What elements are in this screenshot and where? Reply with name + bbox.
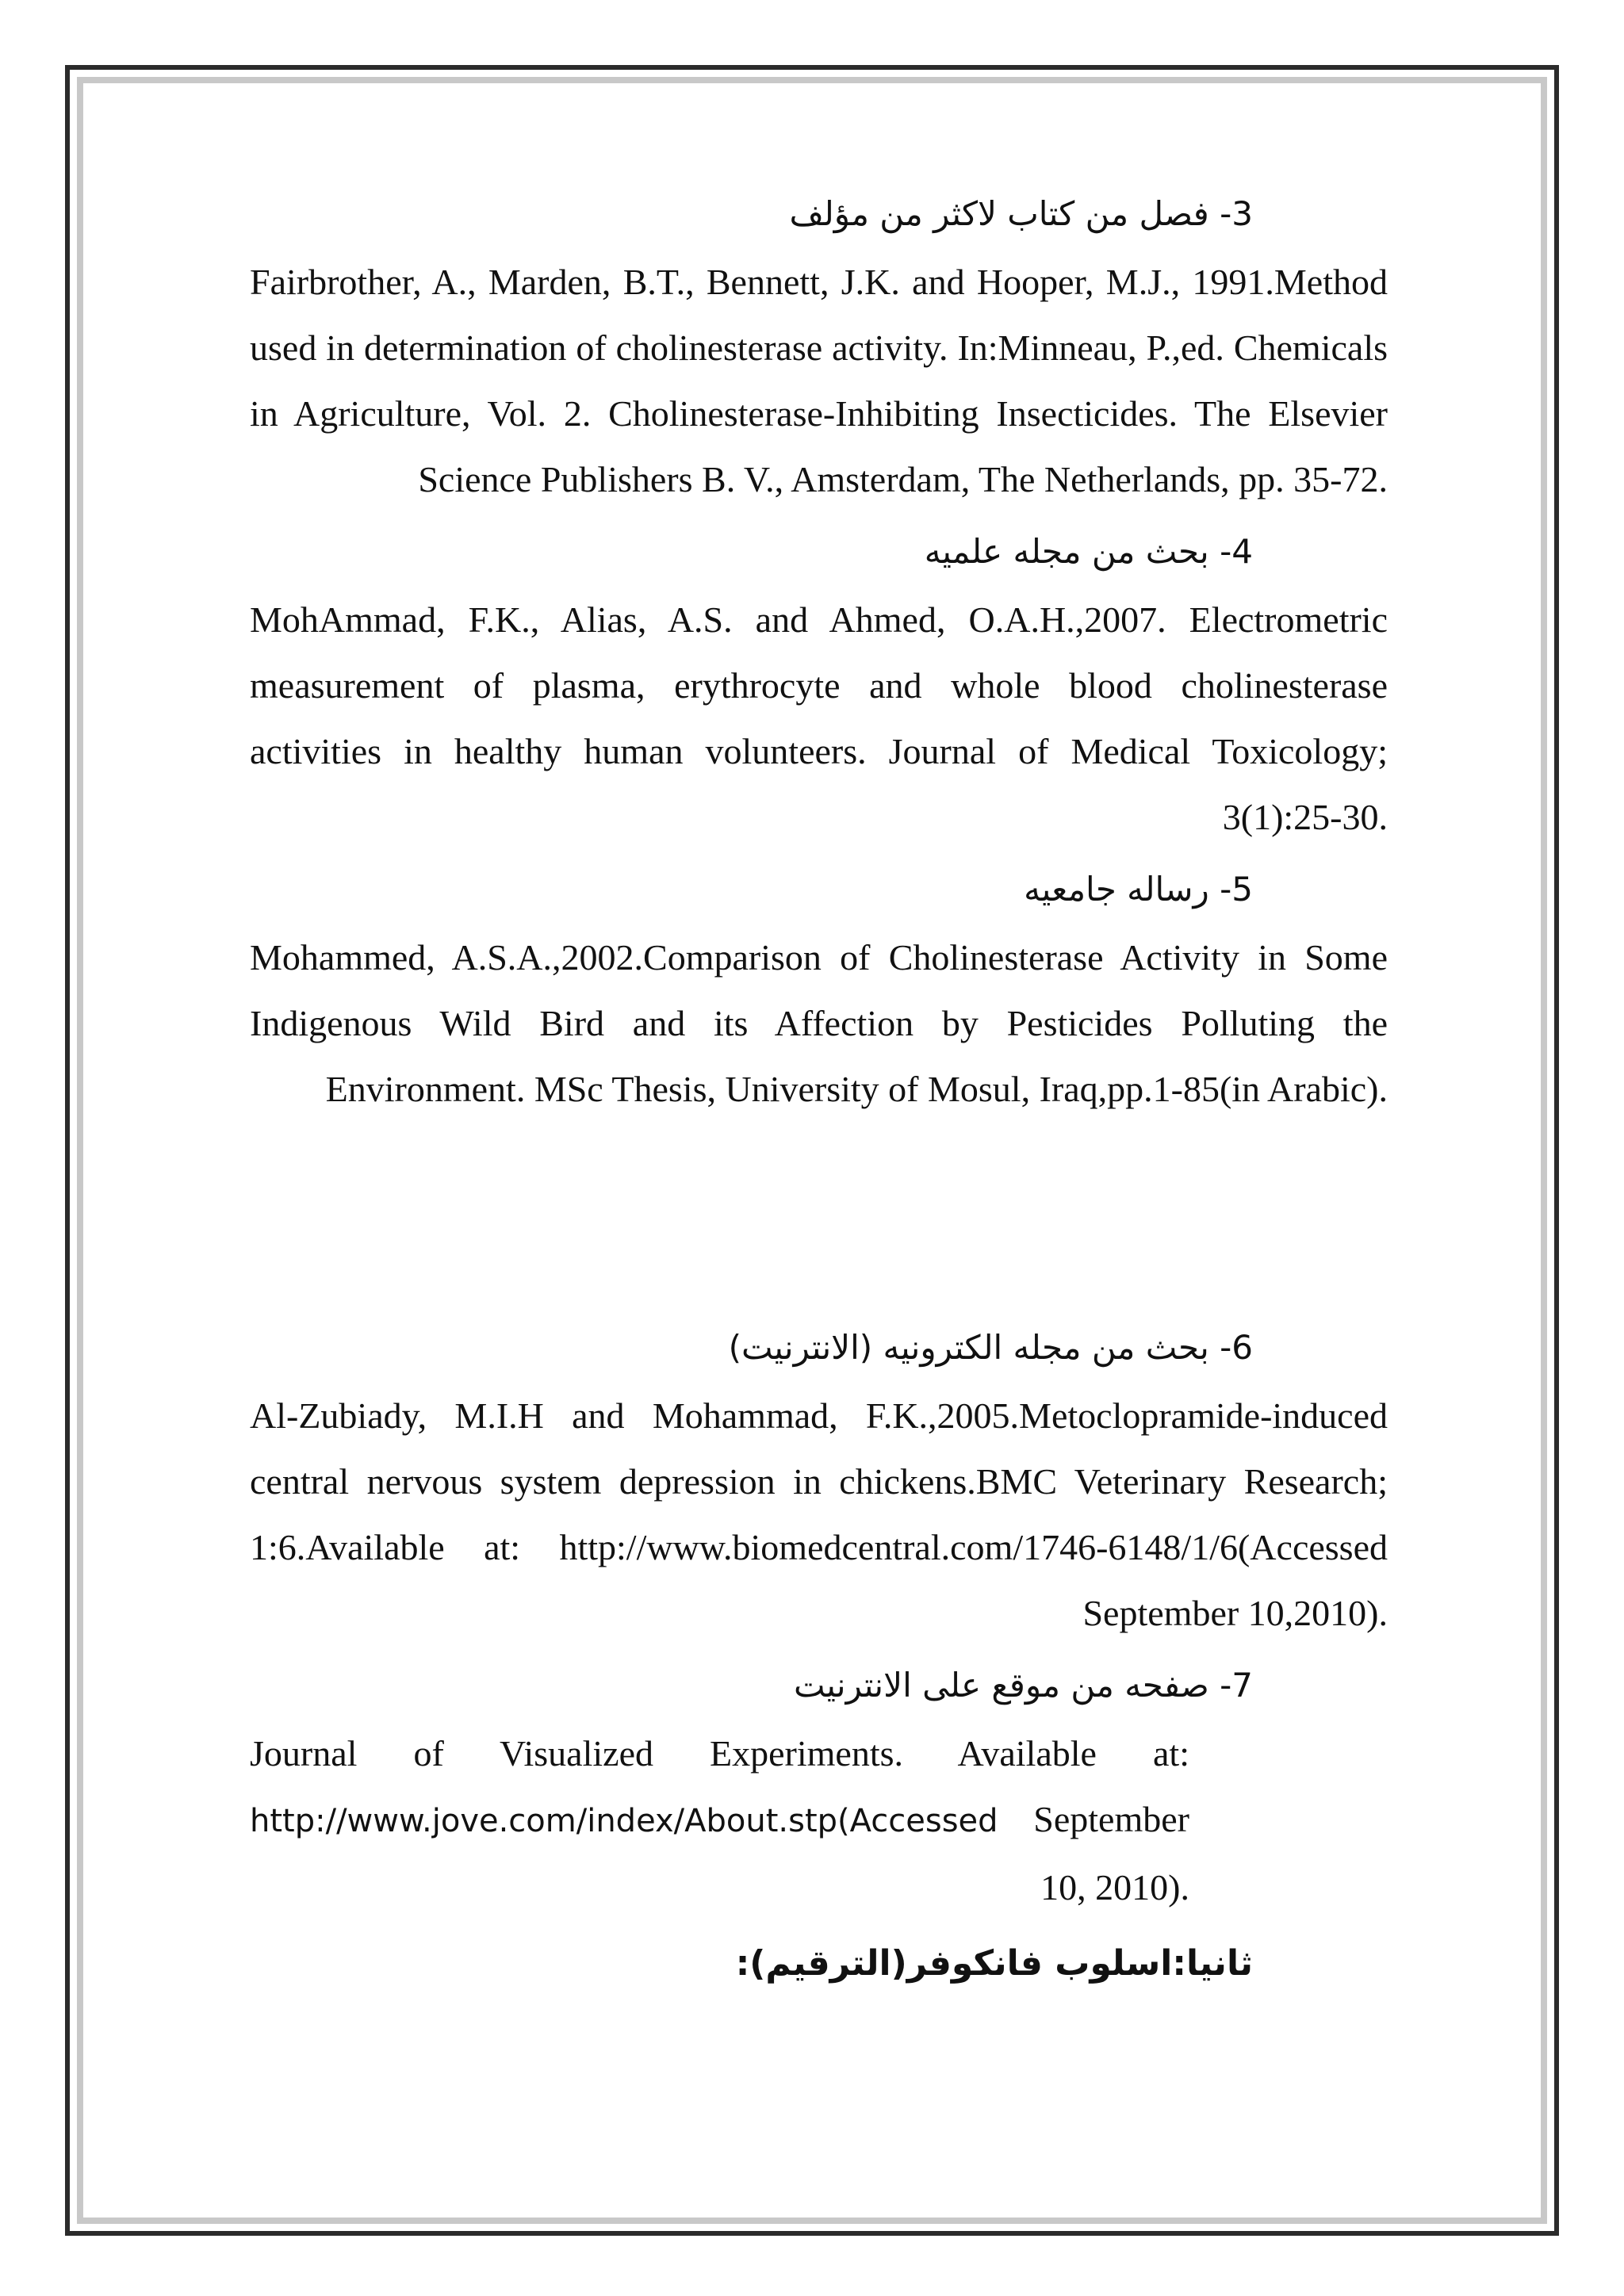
reference-thesis: Mohammed, A.S.A.,2002.Comparison of Cholinesterase Activity in Some Indigenous Wild Bird and its Affection by Pesticides Polluting the Environment. MSc Thesis, University of Mosul, Iraq,pp.1-85(in Arabic). [250,937,1388,1109]
reference-book-chapter: Fairbrother, A., Marden, B.T., Bennett, J.K. and Hooper, M.J., 1991.Method used in determination of cholinesterase activity. In:Minneau, P.,ed. Chemicals in Agriculture, Vol. 2. Cholinesterase-Inhibiting Insecticides. The Elsevier Science Publishers B. V., Amsterdam, The Netherlands, pp. 35-72. [250,262,1388,499]
reference-electronic-journal: Al-Zubiady, M.I.H and Mohammad, F.K.,2005.Metoclopramide-induced central nervous system depression in chickens.BMC Veterinary Research; 1:6.Available at: http://www.biomedcentral.com/1746-6148/1/6(Accessed September 10,2010). [250,1395,1388,1633]
reference-website-url: http://www.jove.com/index/About.stp(Accessed [250,1803,998,1839]
section-heading-electronic-journal: 6- بحث من مجله الكترونيه (الانترنيت) [728,1328,1253,1367]
section-heading-thesis: 5- رساله جامعيه [1024,870,1253,909]
section-heading-book-chapter: 3- فصل من كتاب لاكثر من مؤلف [789,194,1253,233]
reference-website-suffix: September 10, 2010). [1033,1799,1189,1908]
section-heading-website: 7- صفحه من موقع على الانترنيت [793,1666,1253,1705]
reference-journal-article: MohAmmad, F.K., Alias, A.S. and Ahmed, O.A.H.,2007. Electrometric measurement of plasma, erythrocyte and whole blood cholinesterase activities in healthy human volunteers. Journal of Medical Toxicology; 3(1):25-30. [250,599,1388,837]
reference-website-prefix: Journal of Visualized Experiments. Available at: [250,1733,1189,1774]
vancouver-style-heading: ثانيا:اسلوب فانكوفر(الترقيم): [735,1943,1253,1984]
reference-website [250,1720,1189,1920]
references-page [250,190,1388,1992]
section-heading-journal-article: 4- بحث من مجله علميه [924,532,1253,571]
